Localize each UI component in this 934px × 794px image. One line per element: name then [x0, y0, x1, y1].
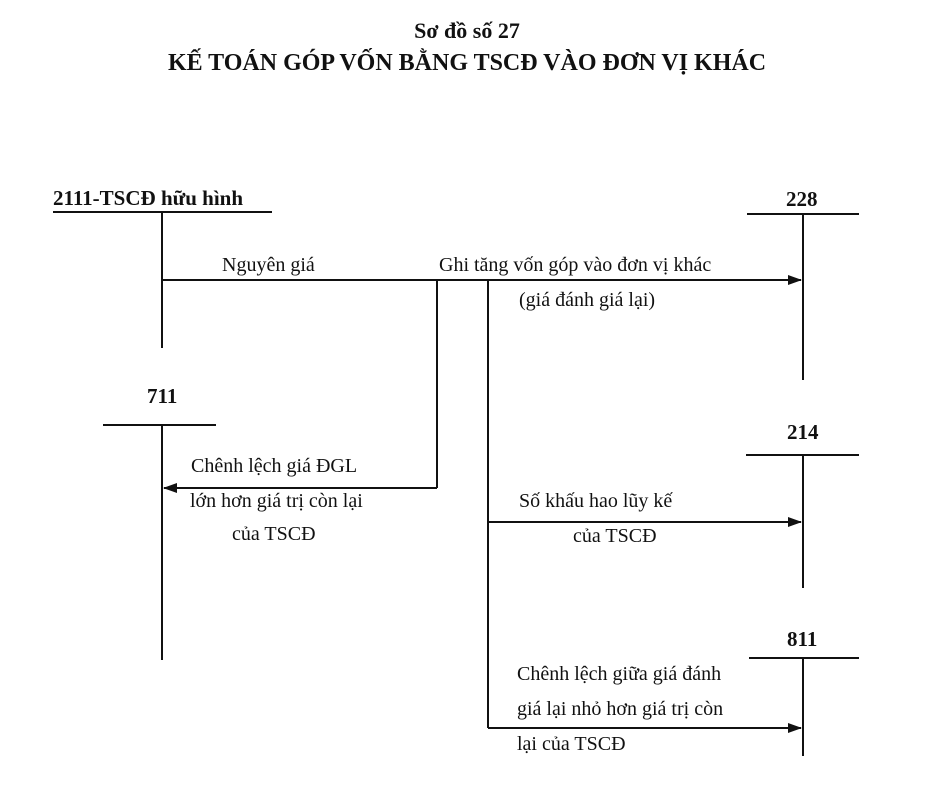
label-chenh-lech-811-line1: Chênh lệch giữa giá đánh: [517, 663, 722, 685]
diagram-number: Sơ đồ số 27: [414, 18, 520, 43]
label-ghi-tang-line1: Ghi tăng vốn góp vào đơn vị khác: [439, 254, 712, 276]
label-chenh-lech-811-line2: giá lại nhỏ hơn giá trị còn: [517, 698, 724, 720]
label-ghi-tang-line2: (giá đánh giá lại): [519, 289, 656, 311]
label-nguyen-gia: Nguyên giá: [222, 254, 315, 276]
label-chenh-lech-711-line1: Chênh lệch giá ĐGL: [191, 455, 358, 477]
account-214-label: 214: [787, 420, 819, 444]
account-811-label: 811: [787, 627, 818, 651]
label-chenh-lech-711-line2: lớn hơn giá trị còn lại: [190, 490, 363, 512]
account-228-label: 228: [786, 187, 818, 211]
label-chenh-lech-711-line3: của TSCĐ: [232, 523, 316, 545]
diagram-title: KẾ TOÁN GÓP VỐN BẰNG TSCĐ VÀO ĐƠN VỊ KHÁC: [167, 50, 767, 76]
label-khau-hao-line2: của TSCĐ: [573, 525, 657, 547]
account-711-label: 711: [147, 384, 178, 408]
label-chenh-lech-811-line3: lại của TSCĐ: [517, 733, 626, 755]
account-2111-label: 2111-TSCĐ hữu hình: [53, 186, 244, 210]
label-khau-hao-line1: Số khấu hao lũy kế: [519, 490, 673, 512]
